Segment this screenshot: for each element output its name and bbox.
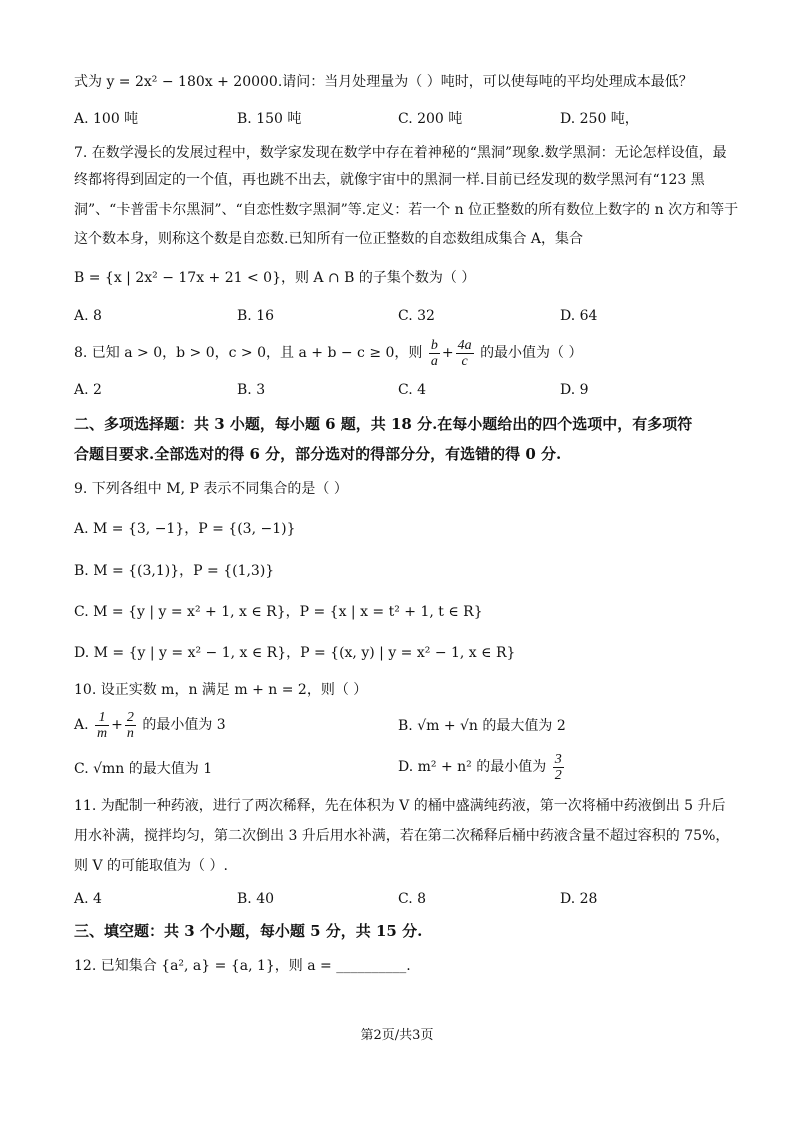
q8-frac2-denominator: c bbox=[461, 353, 468, 369]
q10-option-b: B. √m + √n 的最大值为 2 bbox=[398, 718, 566, 734]
q10d-frac-denominator: 2 bbox=[554, 767, 562, 783]
q10a-fraction-1-over-m bbox=[95, 710, 109, 741]
q11-stem-line-3: 则 V 的可能取值为（ ）. bbox=[74, 858, 228, 874]
q8-stem-post: 的最小值为（ ） bbox=[480, 345, 583, 361]
q6-option-a: A. 100 吨 bbox=[74, 111, 139, 127]
q7-option-c: C. 32 bbox=[398, 308, 435, 324]
q11-option-c: C. 8 bbox=[398, 891, 427, 907]
section-2-heading-line-1: 二、多项选择题：共 3 小题，每小题 6 题，共 18 分.在每小题给出的四个选项中，有多项符 bbox=[74, 415, 693, 433]
q7-stem-line-3: 洞”、“卡普雷卡尔黑洞”、“自恋性数字黑洞”等.定义：若一个 n 位正整数的所有数位上数字的 n 次方和等于 bbox=[74, 202, 739, 218]
q8-frac1-numerator: b bbox=[430, 337, 438, 353]
q10-option-c: C. √mn 的最大值为 1 bbox=[74, 761, 213, 777]
q9-option-d: D. M = {y | y = x² − 1, x ∈ R}，P = {(x, y) | y = x² − 1, x ∈ R} bbox=[74, 645, 516, 661]
q11-option-d: D. 28 bbox=[560, 891, 598, 907]
q9-option-b: B. M = {(3,1)}，P = {(1,3)} bbox=[74, 563, 275, 579]
q10a-fraction-2-over-n bbox=[125, 710, 136, 741]
q7-stem-line-5: B = {x | 2x² − 17x + 21 < 0}，则 A ∩ B 的子集个数为（ ） bbox=[74, 270, 476, 286]
q9-option-a: A. M = {3, −1}，P = {(3, −1)} bbox=[74, 521, 296, 537]
q9-stem: 9. 下列各组中 M, P 表示不同集合的是（ ） bbox=[74, 481, 348, 497]
q8-options bbox=[74, 380, 734, 400]
q6-option-b: B. 150 吨 bbox=[237, 111, 302, 127]
q10-option-a-text: 的最小值为 3 bbox=[142, 717, 226, 733]
q10-option-a-label: A. bbox=[74, 717, 89, 733]
q8-fraction-4a-over-c bbox=[456, 338, 474, 369]
q8-option-d: D. 9 bbox=[560, 382, 589, 398]
q7-option-b: B. 16 bbox=[237, 308, 275, 324]
q12-stem: 12. 已知集合 {a², a} = {a, 1}，则 a = __________. bbox=[74, 958, 411, 974]
q8-fraction-b-over-a bbox=[429, 338, 440, 369]
q6-options bbox=[74, 109, 734, 129]
q8-stem-pre: 8. 已知 a > 0，b > 0，c > 0，且 a + b − c ≥ 0，则 bbox=[74, 345, 423, 361]
q7-stem-line-2: 终都将得到固定的一个值，再也跳不出去，就像宇宙中的黑洞一样.目前已经发现的数学黑河有“123 黑 bbox=[74, 172, 705, 188]
q6-option-c: C. 200 吨 bbox=[398, 111, 463, 127]
q8-option-b: B. 3 bbox=[237, 382, 266, 398]
q10-option-d-text: D. m² + n² 的最小值为 bbox=[398, 759, 547, 775]
q11-stem-line-2: 用水补满，搅拌均匀，第二次倒出 3 升后用水补满，若在第二次稀释后桶中药液含量不超过容积的 75%， bbox=[74, 828, 730, 844]
q11-stem-line-1: 11. 为配制一种药液，进行了两次稀释，先在体积为 V 的桶中盛满纯药液，第一次将桶中药液倒出 5 升后 bbox=[74, 798, 726, 814]
page-footer: 第2页/共3页 bbox=[360, 1028, 434, 1043]
section-2-heading-line-2: 合题目要求.全部选对的得 6 分，部分选对的得部分分，有选错的得 0 分. bbox=[74, 445, 562, 463]
q6-option-d: D. 250 吨， bbox=[560, 111, 639, 127]
q8-frac2-numerator: 4a bbox=[457, 337, 472, 353]
section-3-heading: 三、填空题：共 3 个小题，每小题 5 分，共 15 分. bbox=[74, 922, 423, 940]
q6-stem-tail: 式为 y = 2x² − 180x + 20000.请问：当月处理量为（ ）吨时，可以使每吨的平均处理成本最低？ bbox=[74, 74, 693, 90]
q7-stem-line-4: 这个数本身，则称这个数是自恋数.已知所有一位正整数的自恋数组成集合 A，集合 bbox=[74, 231, 584, 247]
q11-option-a: A. 4 bbox=[74, 891, 102, 907]
q7-stem-line-1: 7. 在数学漫长的发展过程中，数学家发现在数学中存在着神秘的“黑洞”现象.数学黑洞：无论怎样设值，最 bbox=[74, 145, 727, 161]
q10-option-d bbox=[398, 750, 566, 784]
q10-option-a: A. $\frac{1}{m}$ + $\frac{2}{n}$ 的最小值为 3 bbox=[74, 709, 226, 741]
q10a-frac2-numerator: 2 bbox=[126, 709, 134, 725]
q10-stem: 10. 设正实数 m，n 满足 m + n = 2，则（ ） bbox=[74, 682, 368, 698]
q10a-frac2-denominator: n bbox=[126, 725, 134, 741]
q8-stem: 8. 已知 a > 0，b > 0，c > 0，且 a + b − c ≥ 0，则 $\frac{b}{a}$ + $\frac{4a}{c}$ 的最小值为（ ） bbox=[74, 337, 583, 369]
q10a-frac1-denominator: m bbox=[97, 725, 108, 741]
q10d-fraction-3-over-2 bbox=[553, 752, 564, 783]
q7-option-a: A. 8 bbox=[74, 308, 102, 324]
q8-option-c: C. 4 bbox=[398, 382, 427, 398]
q7-option-d: D. 64 bbox=[560, 308, 598, 324]
q8-frac1-denominator: a bbox=[430, 353, 438, 369]
q11-option-b: B. 40 bbox=[237, 891, 275, 907]
q8-option-a: A. 2 bbox=[74, 382, 102, 398]
q9-option-c: C. M = {y | y = x² + 1, x ∈ R}，P = {x | x = t² + 1, t ∈ R} bbox=[74, 604, 483, 620]
q10d-frac-numerator: 3 bbox=[554, 751, 562, 767]
q11-options bbox=[74, 889, 734, 909]
q10a-frac1-numerator: 1 bbox=[95, 710, 109, 726]
q7-options bbox=[74, 306, 734, 326]
